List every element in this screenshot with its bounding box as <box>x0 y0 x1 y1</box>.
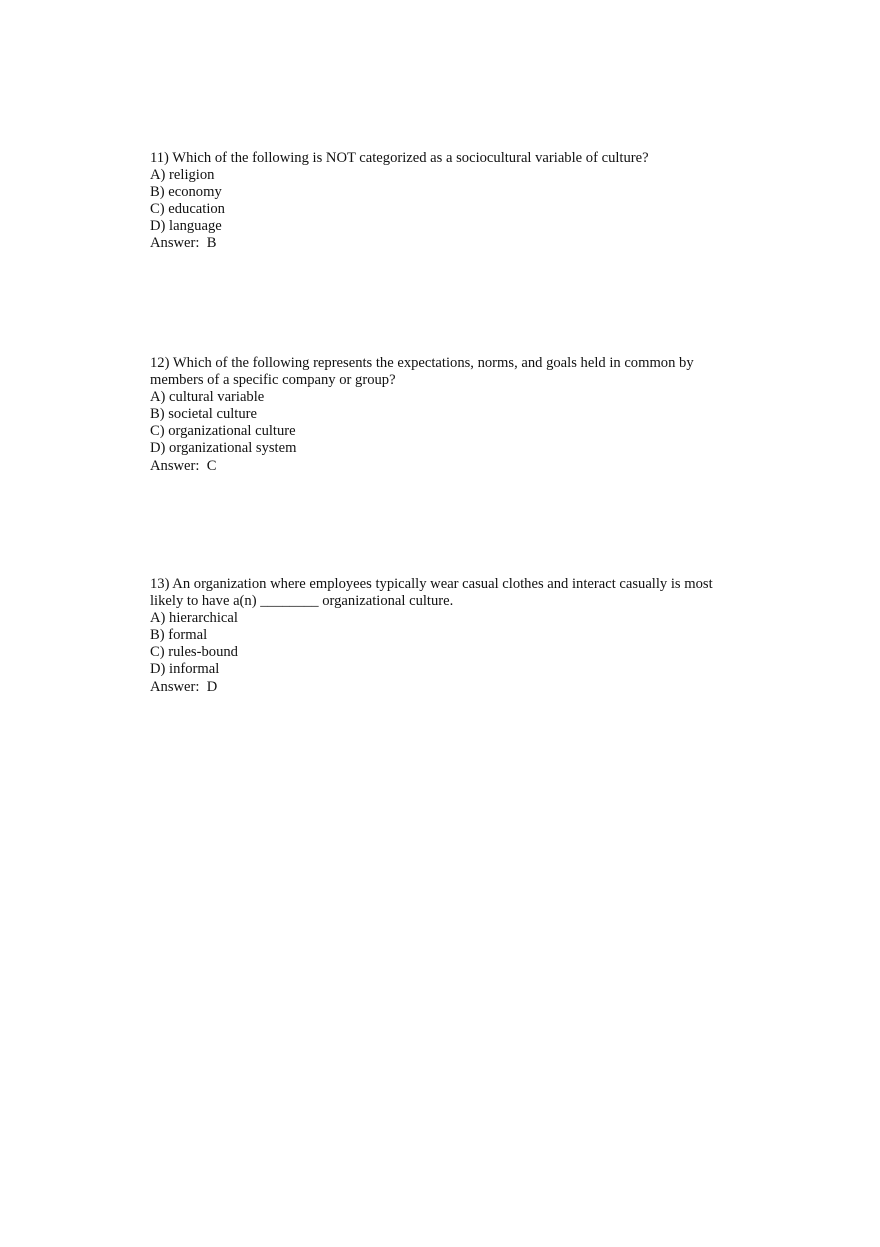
option-b: B) formal <box>150 627 208 644</box>
question-13 <box>150 576 740 696</box>
option-d: D) organizational system <box>150 440 297 457</box>
option-c: C) organizational culture <box>150 423 296 440</box>
option-a: A) religion <box>150 167 215 184</box>
question-stem-continued: likely to have a(n) ________ organizational culture. <box>150 593 454 610</box>
option-c: C) rules-bound <box>150 644 238 661</box>
question-12 <box>150 355 740 475</box>
question-stem-continued: members of a specific company or group? <box>150 372 396 389</box>
question-stem: 12) Which of the following represents the expectations, norms, and goals held in common by <box>150 355 694 371</box>
answer-line: Answer: B <box>150 235 217 252</box>
answer-line: Answer: C <box>150 457 217 474</box>
option-c: C) education <box>150 201 225 218</box>
question-stem: 11) Which of the following is NOT categorized as a sociocultural variable of culture? <box>150 150 649 166</box>
option-a: A) hierarchical <box>150 610 238 627</box>
option-d: D) informal <box>150 661 220 678</box>
option-b: B) societal culture <box>150 406 257 423</box>
question-11 <box>150 150 740 253</box>
option-b: B) economy <box>150 184 222 201</box>
question-stem: 13) An organization where employees typically wear casual clothes and interact casually is most <box>150 576 713 592</box>
option-d: D) language <box>150 218 222 235</box>
answer-line: Answer: D <box>150 678 218 695</box>
option-a: A) cultural variable <box>150 389 265 406</box>
